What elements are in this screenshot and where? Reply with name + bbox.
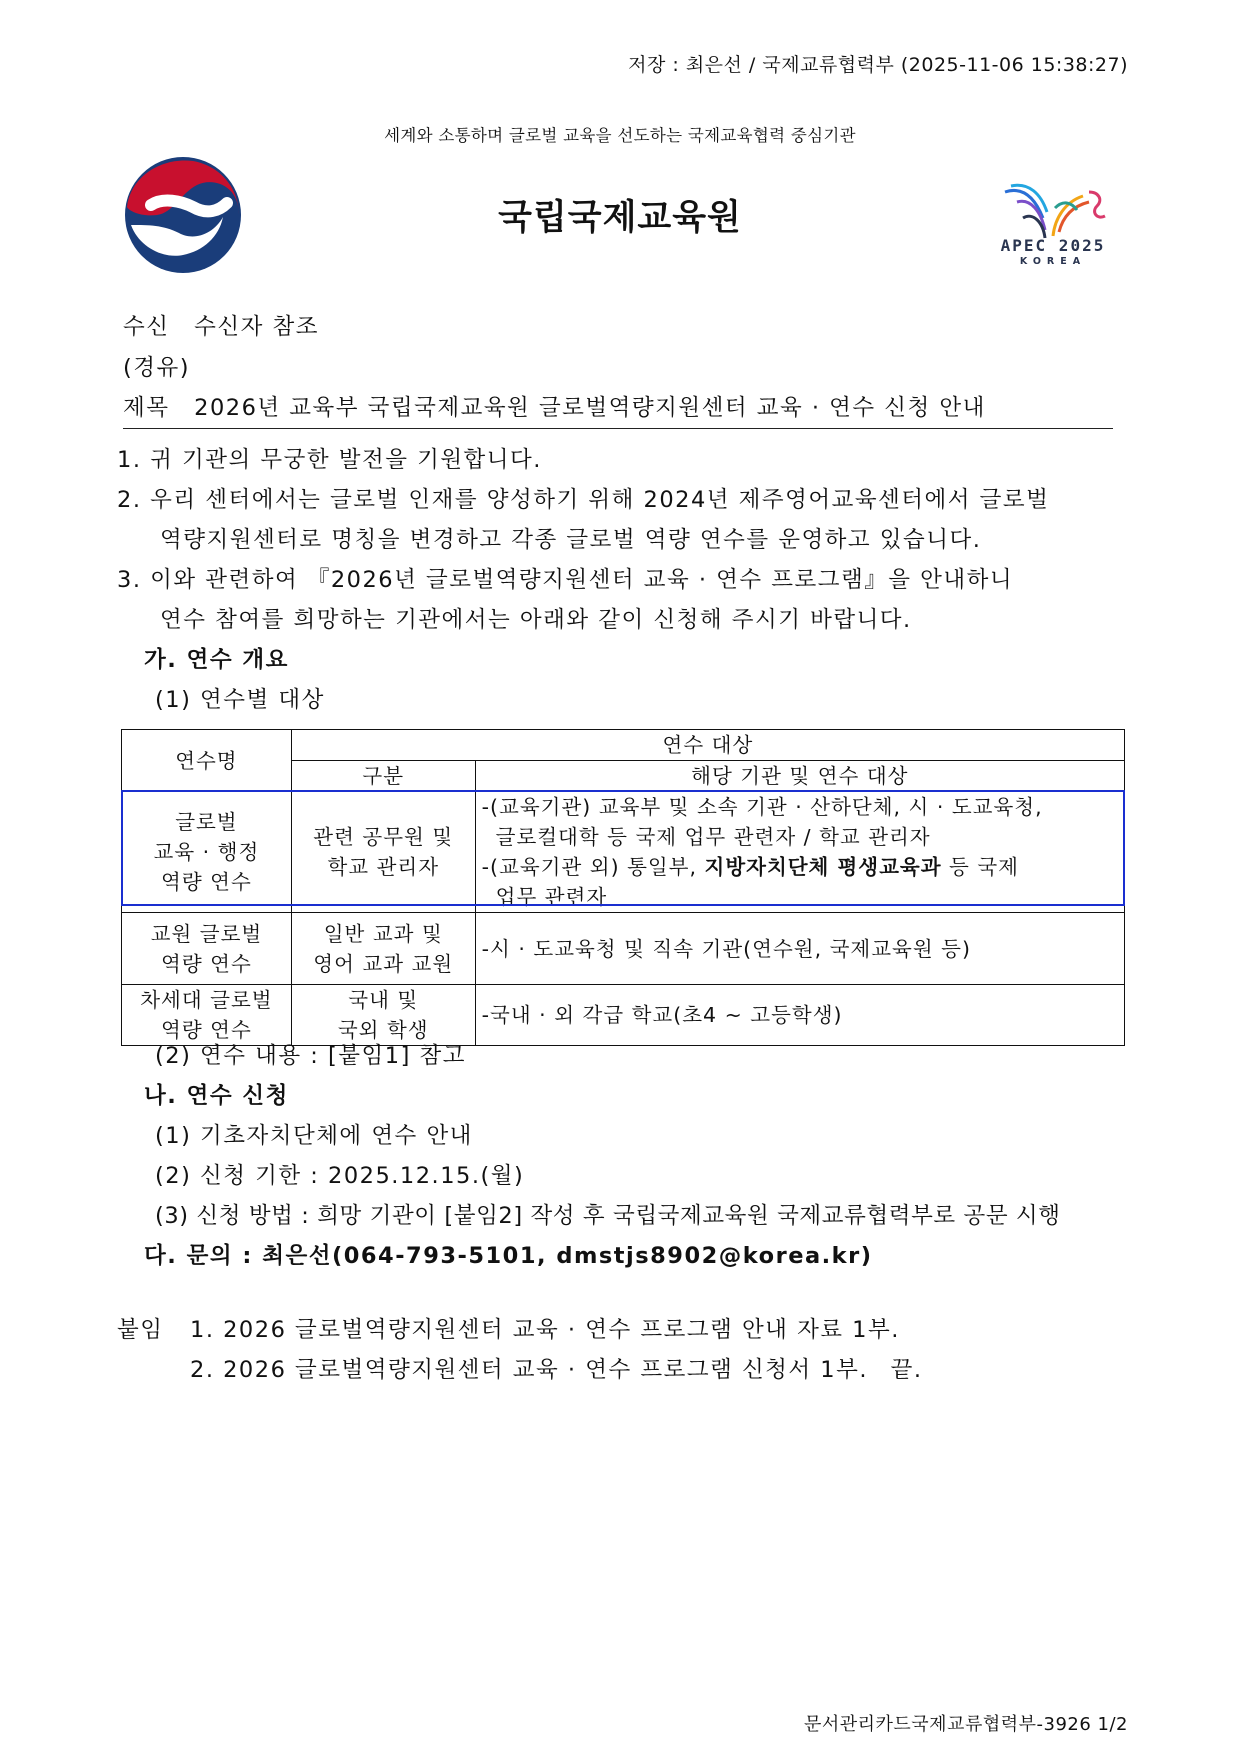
paragraph-2a: 2. 우리 센터에서는 글로벌 인재를 양성하기 위해 2024년 제주영어교육센터에서 글로벌: [117, 487, 1050, 513]
section-na-item-2: (2) 신청 기한 : 2025.12.15.(월): [155, 1163, 525, 1189]
row1-name: 글로벌 교육 · 행정 역량 연수: [122, 792, 292, 913]
section-na-item-3: (3) 신청 방법 : 희망 기관이 [붙임2] 작성 후 국립국제교육원 국제교류협력부로 공문 시행: [155, 1203, 1061, 1229]
table-row: [122, 985, 1125, 1046]
apec-logo-text: APEC 2025: [1000, 236, 1106, 255]
row2-name: 교원 글로벌 역량 연수: [122, 913, 292, 985]
row2-division: 일반 교과 및 영어 교과 교원: [291, 913, 475, 985]
recipient-label: 수신: [123, 314, 170, 340]
table-row: [122, 792, 1125, 913]
slogan: 세계와 소통하며 글로벌 교육을 선도하는 국제교육협력 중심기관: [384, 126, 856, 145]
subject-value: 2026년 교육부 국립국제교육원 글로벌역량지원센터 교육 · 연수 신청 안내: [194, 395, 986, 421]
subject-line: [123, 390, 986, 422]
save-stamp: 저장 : 최은선 / 국제교류협력부 (2025-11-06 15:38:27): [628, 54, 1128, 76]
organization-name: 국립국제교육원: [498, 198, 742, 238]
header-institution-target: 해당 기관 및 연수 대상: [475, 761, 1124, 792]
header-training-name: 연수명: [122, 730, 292, 792]
section-da-contact: 다. 문의 : 최은선(064-793-5101, dmstjs8902@korea.kr): [144, 1243, 873, 1269]
training-target-table: [121, 729, 1125, 1046]
row2-target: -시 · 도교육청 및 직속 기관(연수원, 국제교육원 등): [475, 913, 1124, 985]
header-division: 구분: [291, 761, 475, 792]
document-footer: 문서관리카드국제교류협력부-3926 1/2: [803, 1714, 1128, 1735]
row3-name: 차세대 글로벌 역량 연수: [122, 985, 292, 1046]
document-end-mark: 끝.: [890, 1357, 923, 1383]
row1-division: 관련 공무원 및 학교 관리자: [291, 792, 475, 913]
section-ga-item-1: (1) 연수별 대상: [155, 687, 325, 713]
subject-divider: [123, 428, 1113, 429]
row1-target: -(교육기관) 교육부 및 소속 기관 · 산하단체, 시 · 도교육청, 글로컬대학 등 국제 업무 관련자 / 학교 관리자 -(교육기관 외) 통일부, 지방자치단체 평생교육과 등 국제 업무 관련자: [475, 792, 1124, 913]
recipient-value: 수신자 참조: [194, 314, 319, 340]
section-ga-item-2: (2) 연수 내용 : [붙임1] 참고: [155, 1043, 466, 1069]
paragraph-3a: 3. 이와 관련하여 『2026년 글로벌역량지원센터 교육 · 연수 프로그램』을 안내하니: [117, 567, 1014, 593]
recipient-line: [123, 309, 319, 341]
section-na-item-1: (1) 기초자치단체에 연수 안내: [155, 1123, 473, 1149]
section-ga-heading: 가. 연수 개요: [144, 647, 289, 673]
row3-division: 국내 및 국외 학생: [291, 985, 475, 1046]
attachment-1: 1. 2026 글로벌역량지원센터 교육 · 연수 프로그램 안내 자료 1부.: [190, 1317, 900, 1343]
via-line: (경유): [123, 355, 191, 381]
table-row: [122, 913, 1125, 985]
row3-target: -국내 · 외 각급 학교(초4 ~ 고등학생): [475, 985, 1124, 1046]
paragraph-3b: 연수 참여를 희망하는 기관에서는 아래와 같이 신청해 주시기 바랍니다.: [160, 607, 912, 633]
highlighted-department: 지방자치단체 평생교육과: [704, 855, 942, 879]
paragraph-2b: 역량지원센터로 명칭을 변경하고 각종 글로벌 역량 연수를 운영하고 있습니다.: [160, 527, 982, 553]
attachment-2: 2. 2026 글로벌역량지원센터 교육 · 연수 프로그램 신청서 1부. 끝.: [190, 1357, 923, 1383]
apec-logo-subtext: KOREA: [1019, 256, 1087, 267]
section-na-heading: 나. 연수 신청: [144, 1083, 289, 1109]
header-training-target: 연수 대상: [291, 730, 1124, 761]
subject-label: 제목: [123, 395, 170, 421]
paragraph-1: 1. 귀 기관의 무궁한 발전을 기원합니다.: [117, 447, 542, 473]
attachment-label: 붙임: [117, 1317, 164, 1343]
